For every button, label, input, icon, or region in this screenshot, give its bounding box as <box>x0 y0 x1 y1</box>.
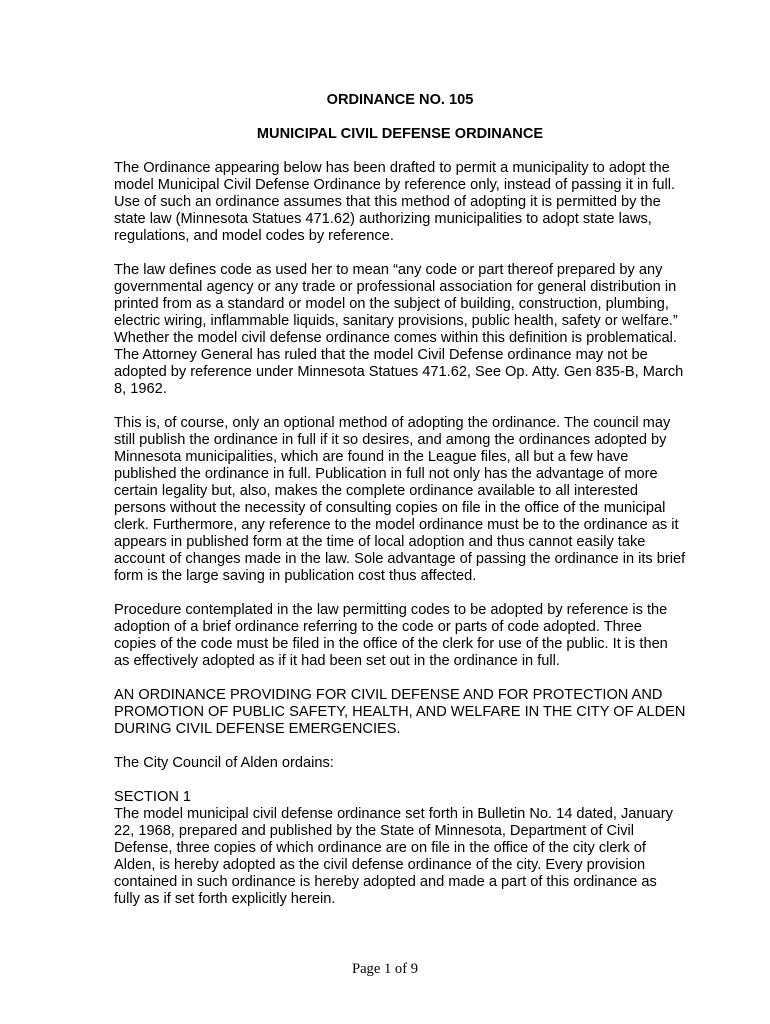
ordinance-subtitle: MUNICIPAL CIVIL DEFENSE ORDINANCE <box>256 126 544 142</box>
paragraph-council-ordains: The City Council of Alden ordains: <box>114 755 334 771</box>
paragraph-ordinance-caption: AN ORDINANCE PROVIDING FOR CIVIL DEFENSE AND FOR PROTECTION AND PROMOTION OF PUBLIC SAFETY, HEALTH, AND WELFARE IN THE CITY OF ALDEN DURING CIVIL DEFENSE EMERGENCIES. <box>114 687 686 737</box>
paragraph-code-definition: The law defines code as used her to mean “any code or part thereof prepared by any governmental agency or any trade or professional association for general distribution in printed from as a standard or model on the subject of building, construction, plumbing, electric wiring, inflammable liquids, sanitary provisions, public health, safety or welfare.” Whether the model civil defense ordinance comes within this definition is problematical. The Attorney General has ruled that the model Civil Defense ordinance may not be adopted by reference under Minnesota Statues 471.62, See Op. Atty. Gen 835-B, March 8, 1962. <box>114 262 684 397</box>
paragraph-intro: The Ordinance appearing below has been drafted to permit a municipality to adopt the model Municipal Civil Defense Ordinance by reference only, instead of passing it in full. Use of such an ordinance assumes that this method of adopting it is permitted by the state law (Minnesota Statues 471.62) authorizing municipalities to adopt state laws, regulations, and model codes by reference. <box>114 160 676 244</box>
ordinance-number-title: ORDINANCE NO. 105 <box>326 92 474 108</box>
paragraph-procedure: Procedure contemplated in the law permitting codes to be adopted by reference is the adoption of a brief ordinance referring to the code or parts of code adopted. Three copies of the code must be filed in the office of the clerk for use of the public. It is then as effectively adopted as if it had been set out in the ordinance in full. <box>114 602 668 669</box>
document-body <box>114 92 686 925</box>
paragraph-optional-method: This is, of course, only an optional method of adopting the ordinance. The council may still publish the ordinance in full if it so desires, and among the ordinances adopted by Minnesota municipalities, which are found in the League files, all but a few have published the ordinance in full. Publication in full not only has the advantage of more certain legality but, also, makes the complete ordinance available to all interested persons without the necessity of consulting copies on file in the office of the municipal clerk. Furthermore, any reference to the model ordinance must be to the ordinance as it appears in published form at the time of local adoption and thus cannot easily take account of changes made in the law. Sole advantage of passing the ordinance in its brief form is the large saving in publication cost thus affected. <box>114 415 686 584</box>
section-1-text: The model municipal civil defense ordinance set forth in Bulletin No. 14 dated, January 22, 1968, prepared and published by the State of Minnesota, Department of Civil Defense, three copies of which ordinance are on file in the office of the city clerk of Alden, is hereby adopted as the civil defense ordinance of the city. Every provision contained in such ordinance is hereby adopted and made a part of this ordinance as fully as if set forth explicitly herein. <box>114 806 673 907</box>
section-1-heading: SECTION 1 <box>114 789 192 805</box>
page-number-footer: Page 1 of 9 <box>351 961 419 977</box>
